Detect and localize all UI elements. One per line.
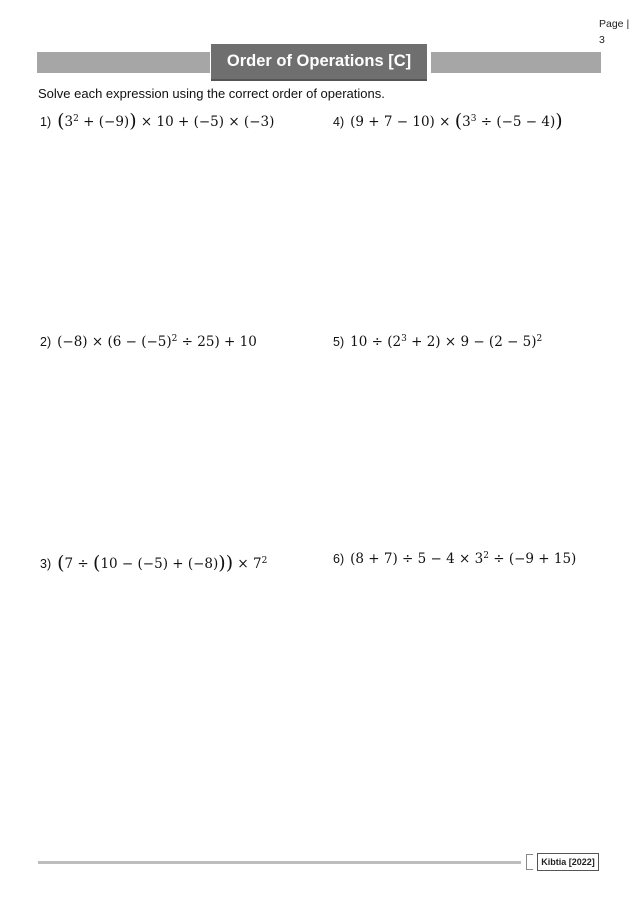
- title-bar-right: [431, 52, 601, 73]
- problem-2-number: 2): [40, 335, 52, 349]
- problem-2: [40, 334, 257, 350]
- footer-bracket: [526, 854, 533, 870]
- page-title: [211, 44, 427, 81]
- problem-5: [333, 334, 542, 350]
- problem-6-expression: $(8 + 7) \div 5 - 4 \times 3^2 \div (-9 + 15)$: [350, 551, 577, 567]
- problem-3-number: 3): [40, 557, 52, 571]
- page-label: Page |: [599, 18, 630, 30]
- problem-5-number: 5): [333, 335, 345, 349]
- page-number: [599, 16, 635, 48]
- problem-4-expression: $(9 + 7 - 10) \times (3^3 \div (-5 - 4))$: [350, 110, 563, 132]
- problem-3-expression: $(7 \div (10 - (-5) + (-8))) \times 7^2$: [57, 552, 268, 574]
- problem-3: [40, 552, 268, 574]
- footer-line: [38, 861, 521, 864]
- problem-6-number: 6): [333, 552, 345, 566]
- problem-5-expression: $10 \div (2^3 + 2) \times 9 - (2 - 5)^2$: [350, 334, 543, 350]
- problem-6: [333, 551, 576, 567]
- page-number-value: 3: [599, 34, 605, 46]
- problem-1: [40, 110, 275, 132]
- footer-credit: [537, 853, 599, 871]
- problem-4-number: 4): [333, 115, 345, 129]
- page-title-text: Order of Operations [C]: [226, 52, 412, 70]
- instruction-text: Solve each expression using the correct order of operations.: [38, 86, 385, 101]
- problem-4: [333, 110, 563, 132]
- footer-credit-text: Kibtia [2022]: [541, 857, 595, 867]
- problem-2-expression: $(-8) \times (6 - (-5)^2 \div 25) + 10$: [57, 334, 257, 350]
- problem-1-number: 1): [40, 115, 52, 129]
- problem-1-expression: $(3^2 + (-9)) \times 10 + (-5) \times (-3)$: [57, 110, 275, 132]
- title-bar-left: [37, 52, 210, 73]
